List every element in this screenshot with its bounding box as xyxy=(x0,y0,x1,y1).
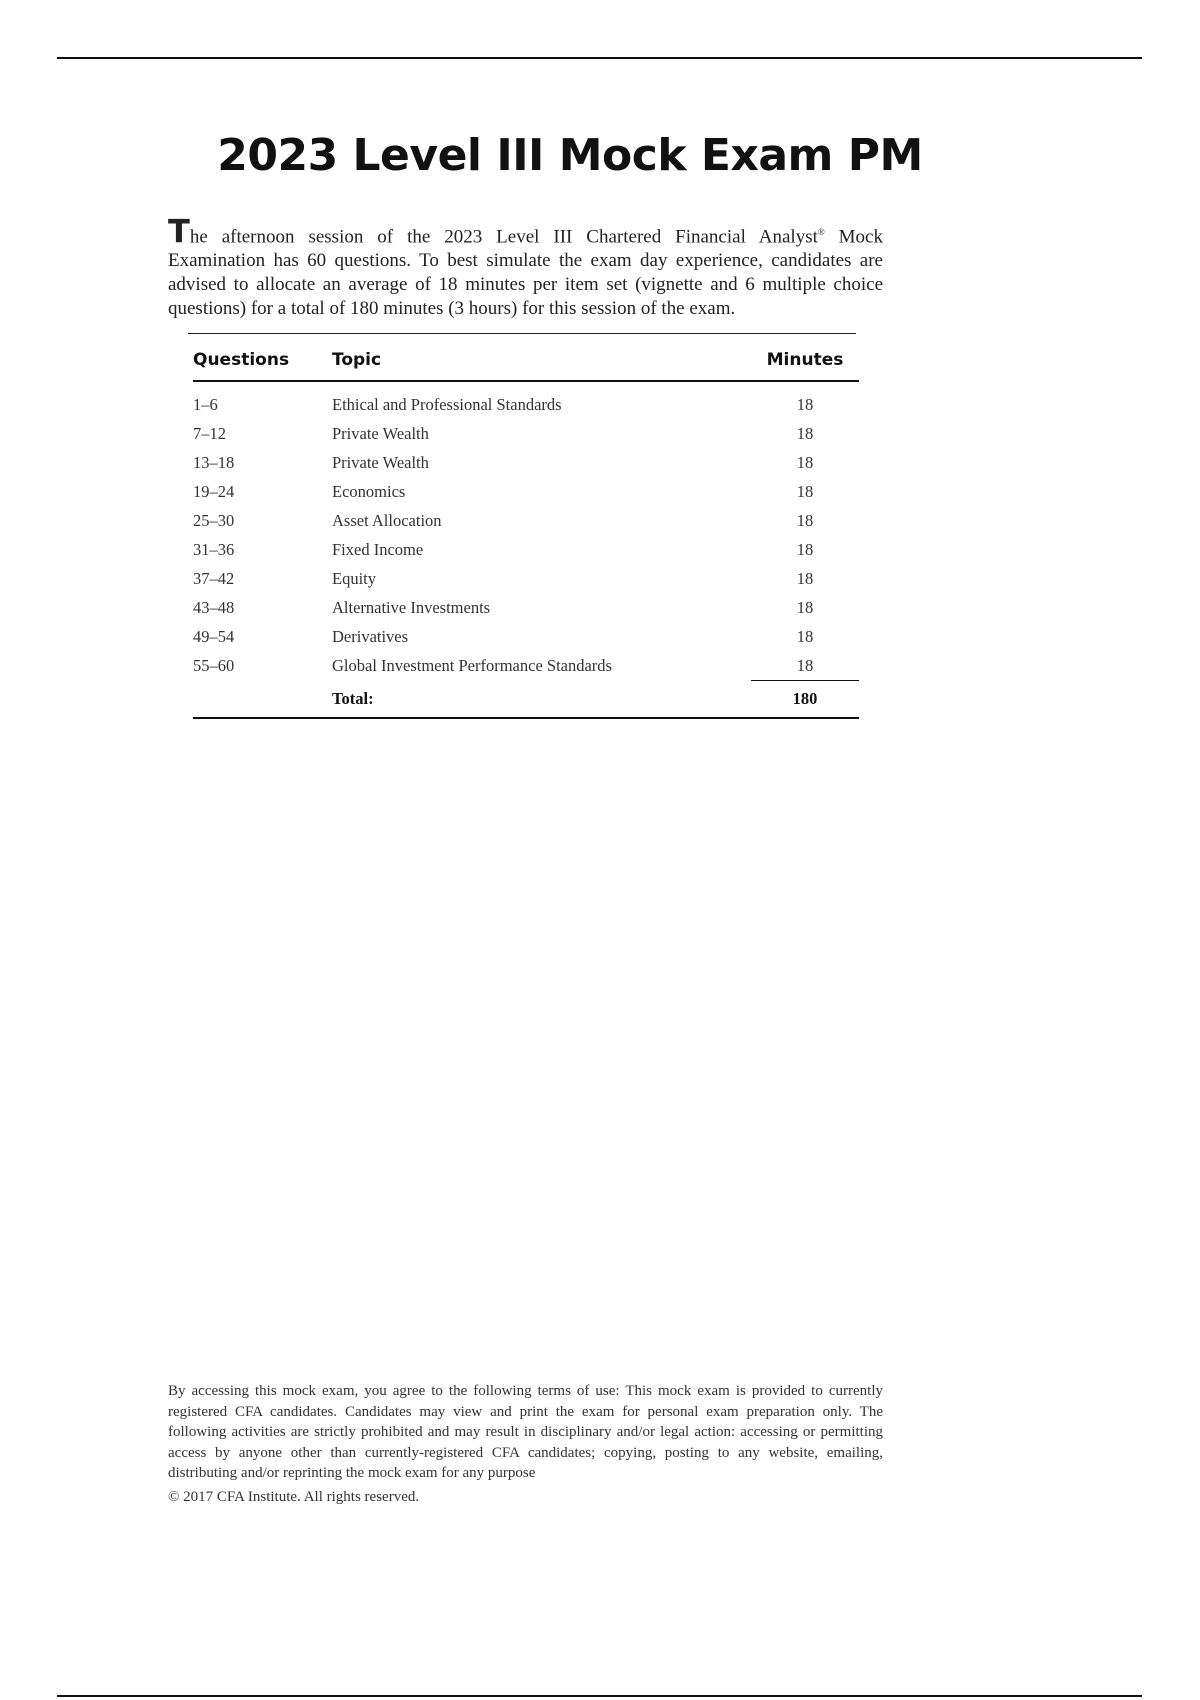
cell-minutes: 18 xyxy=(796,510,814,530)
table-row xyxy=(193,506,859,535)
cell-minutes: 18 xyxy=(796,394,814,414)
cell-topic: Economics xyxy=(332,481,406,501)
cell-questions: 19–24 xyxy=(193,481,235,501)
table-row xyxy=(193,477,859,506)
cell-topic: Derivatives xyxy=(332,626,409,646)
terms-of-use: By accessing this mock exam, you agree to the following terms of use: This mock exam is provided to currently registered CFA candidates. Candidates may view and print the exam for personal exam preparation only. The following activities are strictly prohibited and may result in disciplinary and/or legal action: accessing or permitting access by anyone other than currently-registered CFA candidates; copying, posting to any website, emailing, distributing and/or reprinting the mock exam for any purpose xyxy=(168,1383,883,1481)
cell-questions: 25–30 xyxy=(193,510,235,530)
table-row xyxy=(193,622,859,651)
table-row xyxy=(193,448,859,477)
cell-minutes: 18 xyxy=(796,481,814,501)
registered-mark: ® xyxy=(817,227,825,237)
table-row xyxy=(193,381,859,419)
cell-questions: 55–60 xyxy=(193,655,235,675)
table-row xyxy=(193,535,859,564)
intro-paragraph xyxy=(168,212,883,321)
cell-minutes: 18 xyxy=(796,626,814,646)
total-value: 180 xyxy=(751,681,859,719)
drop-cap: T xyxy=(168,212,190,251)
bottom-rule xyxy=(57,1695,1142,1697)
table-row xyxy=(193,564,859,593)
top-rule xyxy=(57,57,1142,59)
cell-questions: 43–48 xyxy=(193,597,235,617)
cell-topic: Fixed Income xyxy=(332,539,424,559)
intro-text-end: Mock Examination has 60 questions. To best simulate the exam day experience, candidates are advised to allocate an average of 18 minutes per item set (vignette and 6 multiple choice questions) for a total of 180 minutes (3 hours) for this session of the exam. xyxy=(168,226,883,320)
cell-minutes: 18 xyxy=(751,651,859,681)
intro-underline xyxy=(188,333,856,334)
cell-minutes: 18 xyxy=(796,597,814,617)
cell-questions: 1–6 xyxy=(193,394,218,414)
cell-questions: 7–12 xyxy=(193,423,226,443)
cell-topic: Asset Allocation xyxy=(332,510,442,530)
page-title: 2023 Level III Mock Exam PM xyxy=(217,130,923,181)
table-header-row xyxy=(193,344,859,381)
cell-minutes: 18 xyxy=(796,539,814,559)
copyright-notice: © 2017 CFA Institute. All rights reserved. xyxy=(168,1489,420,1505)
cell-topic: Alternative Investments xyxy=(332,597,491,617)
cell-questions: 37–42 xyxy=(193,568,235,588)
cell-minutes: 18 xyxy=(796,452,814,472)
cell-minutes: 18 xyxy=(796,568,814,588)
cell-total-empty xyxy=(193,681,332,719)
cell-topic: Ethical and Professional Standards xyxy=(332,394,562,414)
cell-topic: Equity xyxy=(332,568,376,588)
cell-topic: Private Wealth xyxy=(332,452,429,472)
table-row xyxy=(193,593,859,622)
cell-questions: 49–54 xyxy=(193,626,235,646)
cell-topic: Global Investment Performance Standards xyxy=(332,655,612,675)
table-total-row xyxy=(193,681,859,719)
cell-topic: Private Wealth xyxy=(332,423,429,443)
intro-text-start: he afternoon session of the 2023 Level III Chartered Financial Analyst xyxy=(189,226,818,248)
session-schedule-table xyxy=(193,344,859,719)
header-questions: Questions xyxy=(193,344,332,381)
cell-questions: 13–18 xyxy=(193,452,235,472)
total-label: Total: xyxy=(332,681,751,719)
table-row xyxy=(193,419,859,448)
cell-questions: 31–36 xyxy=(193,539,235,559)
header-topic: Topic xyxy=(332,344,751,381)
cell-minutes: 18 xyxy=(796,423,814,443)
header-minutes: Minutes xyxy=(751,344,859,381)
table-row xyxy=(193,651,859,681)
